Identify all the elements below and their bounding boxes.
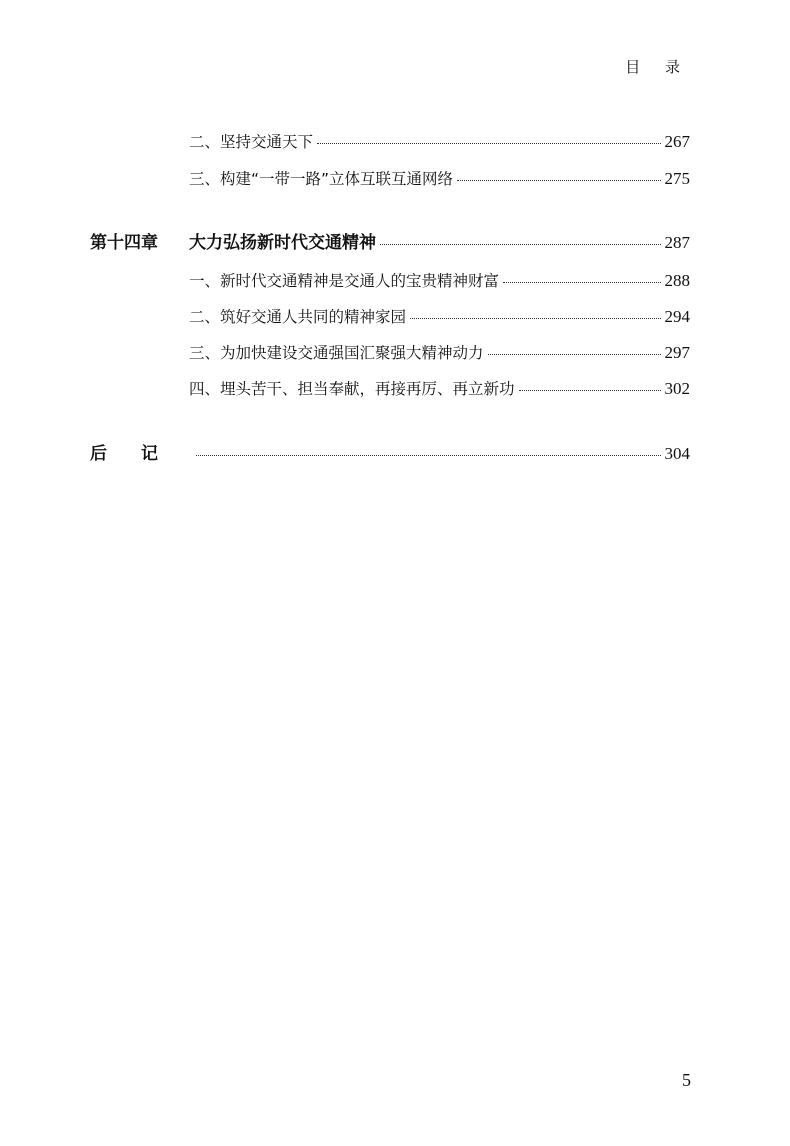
toc-entry-label: 二、筑好交通人共同的精神家园 [189, 308, 407, 326]
dot-leader [457, 180, 660, 181]
toc-entry-page: 267 [664, 132, 690, 151]
toc-entry-label: 一、新时代交通精神是交通人的宝贵精神财富 [189, 272, 500, 290]
toc-entry[interactable] [189, 305, 690, 327]
chapter-title: 大力弘扬新时代交通精神 [189, 233, 376, 253]
toc-entry[interactable] [189, 167, 690, 189]
dot-leader [380, 244, 661, 245]
afterword-page: 304 [664, 444, 690, 463]
chapter-number: 第十四章 [90, 233, 158, 253]
toc-entry-page: 288 [664, 271, 690, 290]
toc-entry-label: 三、为加快建设交通强国汇聚强大精神动力 [189, 344, 484, 362]
dot-leader [196, 455, 661, 456]
toc-entry-page: 294 [664, 307, 690, 326]
toc-chapter-14[interactable] [90, 228, 690, 253]
dot-leader [488, 354, 661, 355]
toc-afterword[interactable] [90, 439, 690, 464]
toc-entry[interactable] [189, 377, 690, 399]
toc-entry[interactable] [189, 341, 690, 363]
running-header: 目 录 [625, 58, 690, 76]
toc-entry-page: 275 [664, 169, 690, 188]
afterword-label: 后记 [90, 444, 192, 464]
toc-entry-page: 302 [664, 379, 690, 398]
toc-entry-label: 三、构建“一带一路”立体互联互通网络 [189, 170, 454, 188]
dot-leader [410, 318, 660, 319]
toc-entry-label: 四、埋头苦干、担当奉献，再接再厉、再立新功 [189, 380, 515, 398]
dot-leader [317, 143, 660, 144]
toc-entry[interactable] [189, 269, 690, 291]
toc-entry-label: 二、坚持交通天下 [189, 133, 314, 151]
dot-leader [503, 282, 660, 283]
toc-entry-page: 297 [664, 343, 690, 362]
page-number: 5 [682, 1070, 691, 1090]
chapter-page: 287 [664, 233, 690, 252]
toc-entry[interactable] [189, 130, 690, 152]
dot-leader [519, 390, 661, 391]
